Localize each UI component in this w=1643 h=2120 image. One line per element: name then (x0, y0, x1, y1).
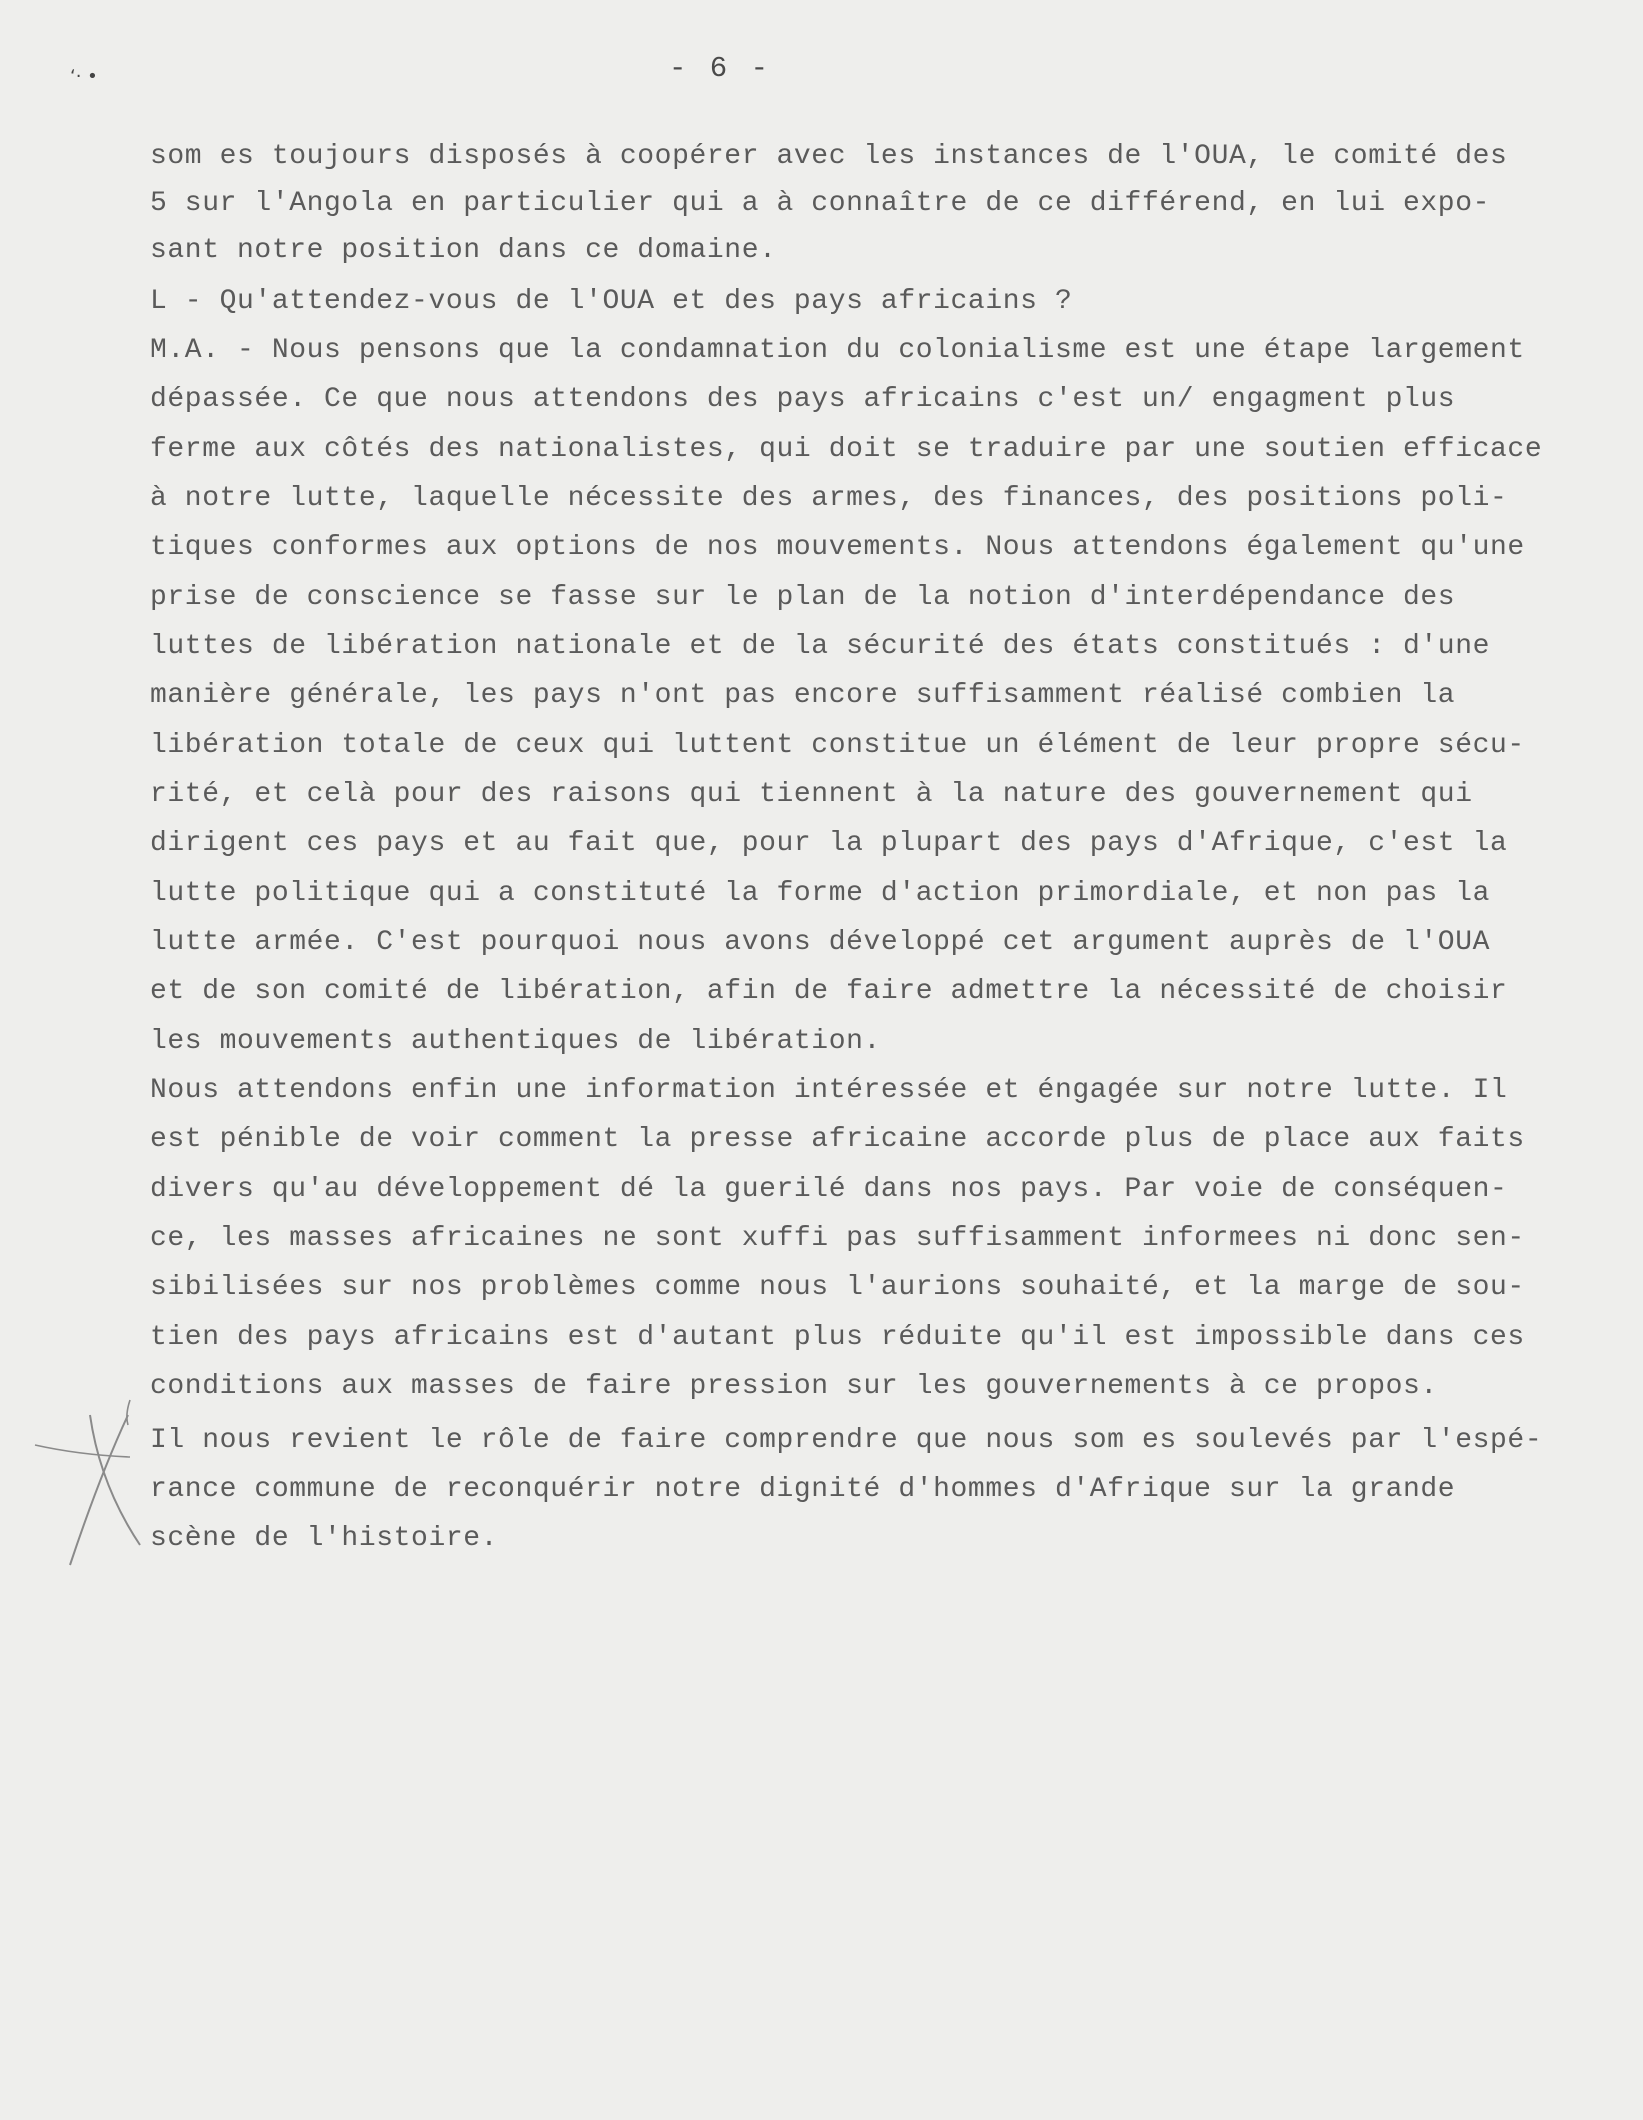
text-line: Il nous revient le rôle de faire comprendre que nous som es soulevés par l'espé- (150, 1425, 1543, 1456)
text-line: et de son comité de libération, afin de faire admettre la nécessité de choisir (150, 976, 1508, 1007)
text-line: sibilisées sur nos problèmes comme nous l'aurions souhaité, et la marge de sou- (150, 1272, 1525, 1303)
text-line: dirigent ces pays et au fait que, pour la plupart des pays d'Afrique, c'est la (150, 828, 1508, 859)
text-line: Nous attendons enfin une information intéressée et éngagée sur notre lutte. Il (150, 1075, 1508, 1106)
stray-marks: ʻ· • (70, 66, 98, 87)
text-line: conditions aux masses de faire pression sur les gouvernements à ce propos. (150, 1371, 1438, 1402)
text-line: scène de l'histoire. (150, 1523, 499, 1554)
text-line: à notre lutte, laquelle nécessite des armes, des finances, des positions poli- (150, 483, 1508, 514)
question-line: L - Qu'attendez-vous de l'OUA et des pays africains ? (150, 286, 1073, 317)
text-line: rité, et celà pour des raisons qui tiennent à la nature des gouvernement qui (150, 779, 1473, 810)
text-line: rance commune de reconquérir notre dignité d'hommes d'Afrique sur la grande (150, 1474, 1456, 1505)
text-line: divers qu'au développement dé la guerilé dans nos pays. Par voie de conséquen- (150, 1174, 1508, 1205)
handwritten-cross-mark (30, 1395, 160, 1595)
text-line: les mouvements authentiques de libération. (150, 1026, 881, 1057)
text-line: ce, les masses africaines ne sont xuffi pas suffisamment informees ni donc sen- (150, 1223, 1525, 1254)
text-line: libération totale de ceux qui luttent constitue un élément de leur propre sécu- (150, 730, 1525, 761)
page-number: - 6 - (668, 52, 771, 85)
text-line: som es toujours disposés à coopérer avec les instances de l'OUA, le comité des (150, 141, 1508, 172)
text-line: est pénible de voir comment la presse africaine accorde plus de place aux faits (150, 1124, 1525, 1155)
text-line: tiques conformes aux options de nos mouvements. Nous attendons également qu'une (150, 532, 1525, 563)
text-line: tien des pays africains est d'autant plus réduite qu'il est impossible dans ces (150, 1322, 1525, 1353)
text-line: lutte armée. C'est pourquoi nous avons développé cet argument auprès de l'OUA (150, 927, 1491, 958)
answer-line: M.A. - Nous pensons que la condamnation du colonialisme est une étape largement (150, 335, 1525, 366)
text-line: ferme aux côtés des nationalistes, qui doit se traduire par une soutien efficace (150, 434, 1543, 465)
text-line: prise de conscience se fasse sur le plan de la notion d'interdépendance des (150, 582, 1456, 613)
text-line: luttes de libération nationale et de la sécurité des états constitués : d'une (150, 631, 1491, 662)
text-line: sant notre position dans ce domaine. (150, 235, 777, 266)
text-line: lutte politique qui a constituté la forme d'action primordiale, et non pas la (150, 878, 1491, 909)
text-line: dépassée. Ce que nous attendons des pays africains c'est un/ engagment plus (150, 384, 1456, 415)
text-line: 5 sur l'Angola en particulier qui a à connaître de ce différend, en lui expo- (150, 188, 1491, 219)
text-line: manière générale, les pays n'ont pas encore suffisamment réalisé combien la (150, 680, 1456, 711)
